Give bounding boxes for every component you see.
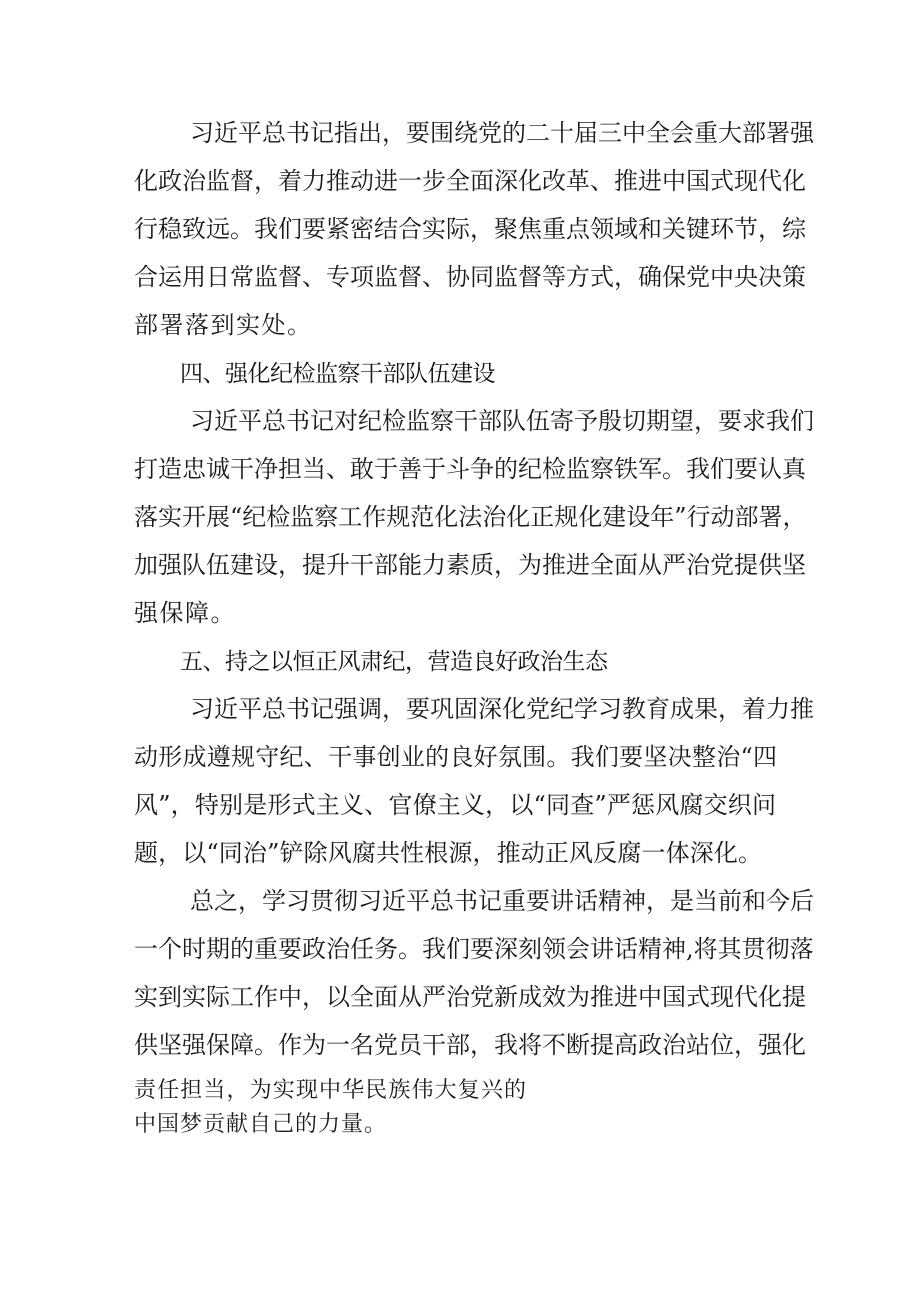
text-line: 风”，特别是形式主义、官僚主义，以“同查”严惩风腐交织问 [134, 791, 776, 819]
text-line: 习近平总书记强调，要巩固深化党纪学习教育成果，着力推 [190, 695, 814, 723]
section-heading-four: 四、强化纪检监察干部队伍建设 [180, 361, 495, 387]
text-line: 责任担当，为实现中华民族伟大复兴的 [134, 1078, 526, 1103]
text-line: 实到实际工作中，以全面从严治党新成效为推进中国式现代化提 [134, 983, 806, 1011]
text-line: 一个时期的重要政治任务。我们要深刻领会讲话精神,将其贯彻落 [134, 935, 814, 963]
text-line: 习近平总书记指出，要围绕党的二十届三中全会重大部署强 [190, 119, 814, 147]
text-line: 动形成遵规守纪、干事创业的良好氛围。我们要坚决整治“四 [134, 743, 777, 771]
text-line: 部署落到实处。 [134, 311, 313, 339]
text-line: 落实开展“纪检监察工作规范化法治化正规化建设年”行动部署， [134, 503, 807, 531]
text-line: 化政治监督，着力推动进一步全面深化改革、推进中国式现代化 [134, 167, 806, 195]
text-line: 加强队伍建设，提升干部能力素质，为推进全面从严治党提供坚 [134, 551, 806, 579]
text-line: 打造忠诚干净担当、敢于善于斗争的纪检监察铁军。我们要认真 [134, 455, 806, 483]
section-heading-five: 五、持之以恒正风肃纪，营造良好政治生态 [180, 649, 608, 675]
text-line: 总之，学习贯彻习近平总书记重要讲话精神，是当前和今后 [190, 887, 814, 915]
text-line: 中国梦贡献自己的力量。 [134, 1112, 388, 1137]
text-line: 强保障。 [134, 599, 236, 627]
text-line: 题，以“同治”铲除风腐共性根源，推动正风反腐一体深化。 [134, 839, 762, 867]
text-line: 习近平总书记对纪检监察干部队伍寄予殷切期望，要求我们 [190, 407, 814, 435]
text-line: 合运用日常监督、专项监督、协同监督等方式，确保党中央决策 [134, 263, 806, 291]
text-line: 供坚强保障。作为一名党员干部，我将不断提高政治站位，强化 [134, 1031, 806, 1059]
text-line: 行稳致远。我们要紧密结合实际，聚焦重点领域和关键环节，综 [134, 215, 806, 243]
